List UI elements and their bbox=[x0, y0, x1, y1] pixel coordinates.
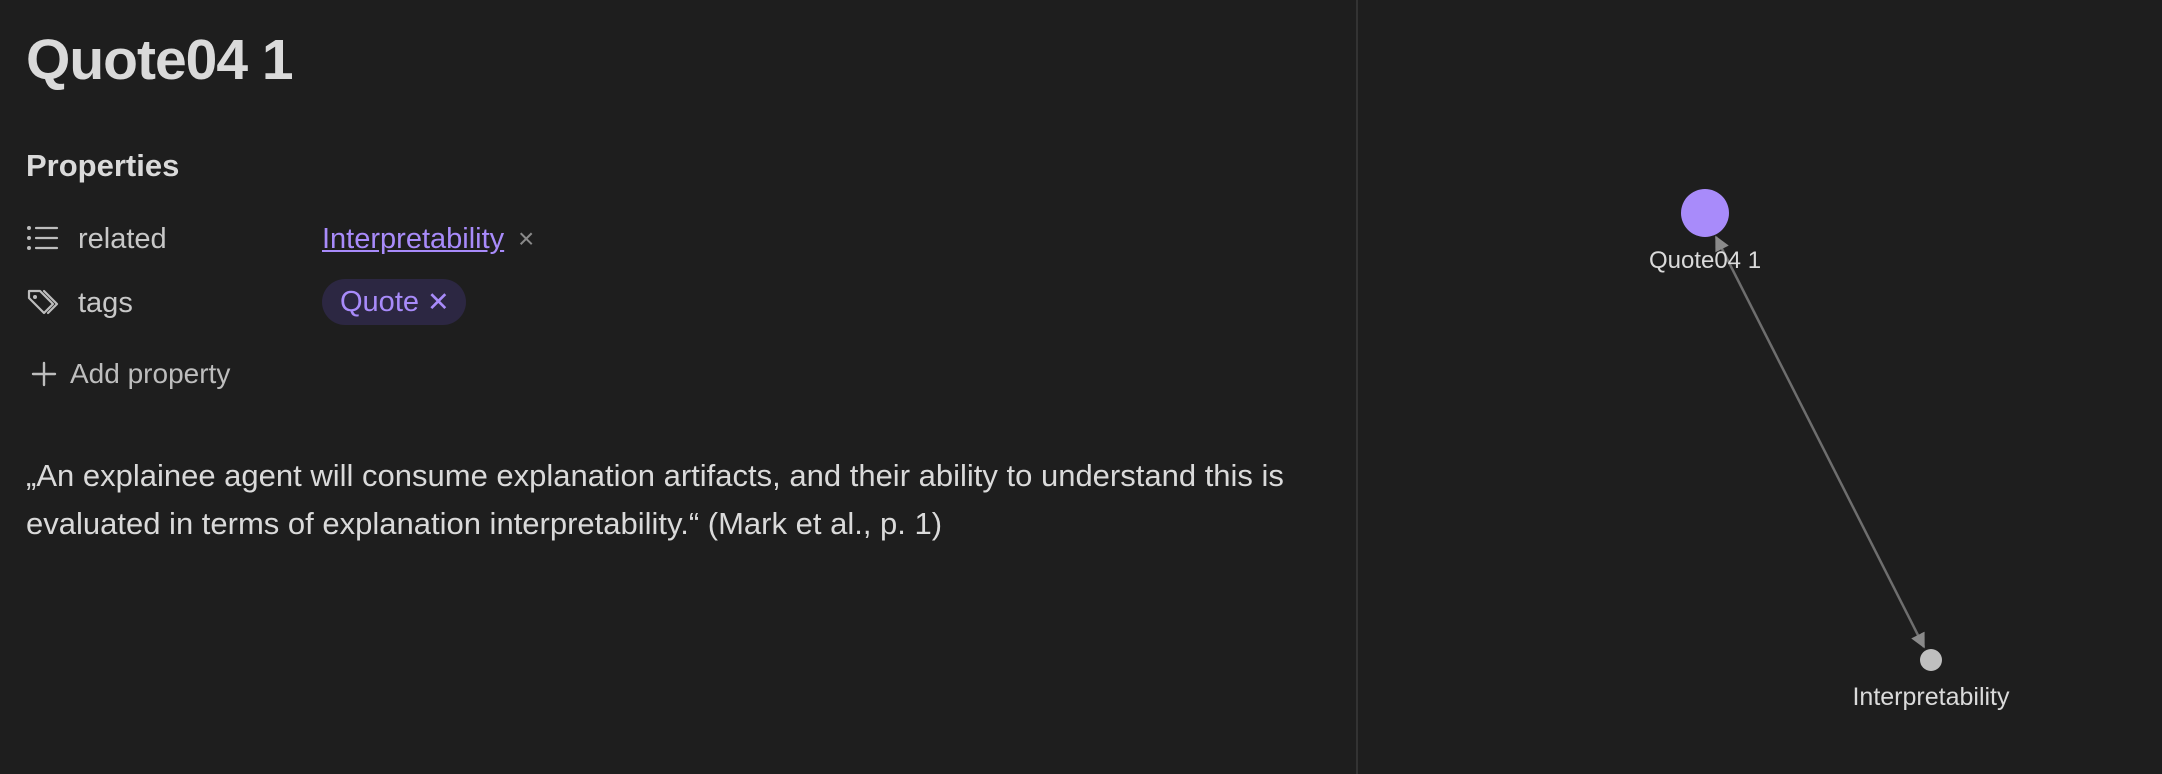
tags-icon bbox=[26, 287, 60, 317]
graph-node-interpretability-label: Interpretability bbox=[1852, 683, 2010, 711]
related-link-interpretability[interactable]: Interpretability bbox=[322, 223, 505, 255]
property-key-tags[interactable]: tags bbox=[78, 287, 133, 319]
remove-related-link-button[interactable]: × bbox=[518, 223, 535, 254]
remove-tag-button[interactable]: ✕ bbox=[427, 287, 450, 317]
graph-node-current[interactable] bbox=[1681, 189, 1729, 237]
graph-canvas[interactable] bbox=[1358, 0, 2162, 774]
graph-edge bbox=[1716, 237, 1924, 647]
note-body-text[interactable]: „An explainee agent will consume explanation artifacts, and their ability to understand this is evaluated in terms of explanation interpretability.“ (Mark et al., p. 1) bbox=[26, 458, 1284, 541]
tag-label[interactable]: Quote bbox=[340, 286, 419, 318]
graph-node-interpretability[interactable] bbox=[1920, 649, 1942, 671]
local-graph-view[interactable] bbox=[1358, 0, 2162, 774]
add-property-button[interactable] bbox=[30, 352, 230, 396]
property-row-related bbox=[26, 213, 926, 263]
list-icon bbox=[26, 223, 60, 253]
tag-pill-quote[interactable] bbox=[322, 279, 466, 325]
plus-icon bbox=[30, 360, 58, 388]
properties-heading[interactable]: Properties bbox=[26, 148, 180, 183]
property-row-tags bbox=[26, 277, 926, 327]
note-title[interactable]: Quote04 1 bbox=[26, 28, 293, 92]
add-property-label: Add property bbox=[70, 358, 231, 389]
property-key-related[interactable]: related bbox=[78, 223, 167, 255]
graph-node-current-label: Quote04 1 bbox=[1648, 247, 1762, 274]
